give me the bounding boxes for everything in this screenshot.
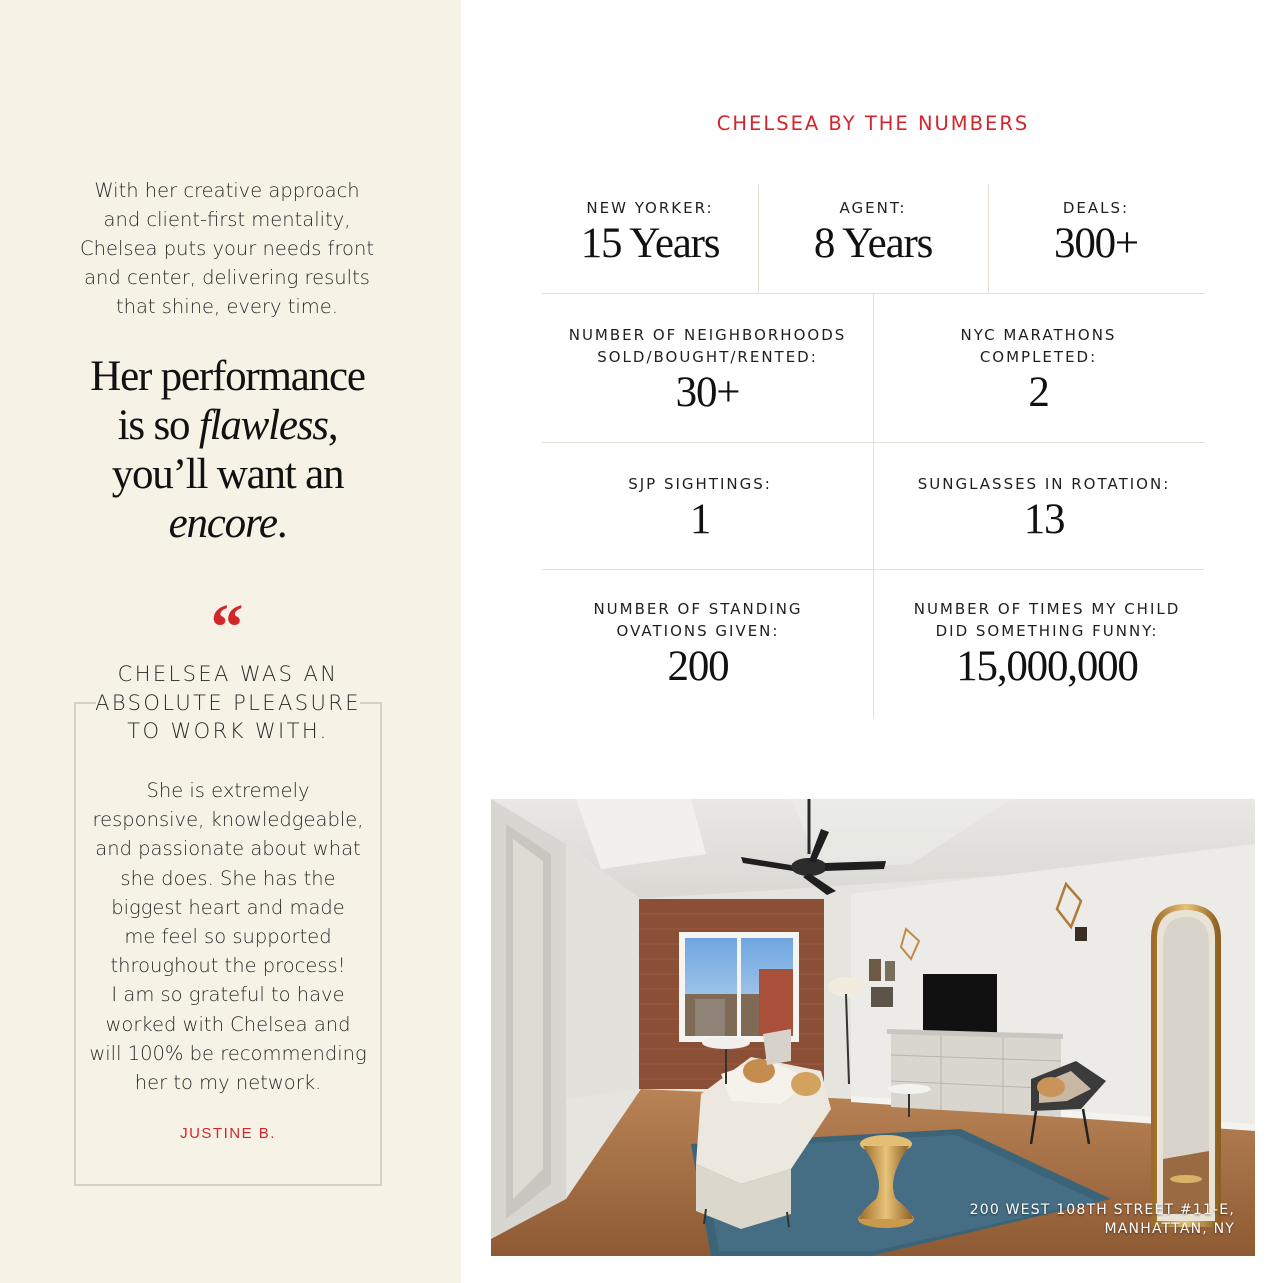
stat-value: 30+ (675, 369, 740, 416)
stat-value: 15,000,000 (956, 643, 1138, 690)
stat-marathons (873, 324, 1204, 417)
stat-label: NUMBER OF TIMES MY CHILD (913, 600, 1181, 618)
headline-line: you’ll want an (111, 451, 344, 498)
stat-agent (758, 197, 988, 268)
intro-line: With her creative approach (94, 179, 360, 202)
testimonial-line: and passionate about what (95, 837, 361, 861)
stat-label: OVATIONS GIVEN: (616, 622, 780, 640)
intro-line: Chelsea puts your needs front (80, 237, 374, 260)
intro-line: and client-first mentality, (103, 208, 351, 231)
intro-text (62, 176, 392, 321)
intro-line: and center, delivering results (84, 266, 370, 289)
intro-line: that shine, every time. (115, 295, 339, 318)
stat-value: 200 (667, 643, 729, 690)
stat-label: NUMBER OF NEIGHBORHOODS (568, 326, 847, 344)
stats-title: CHELSEA BY THE NUMBERS (716, 112, 1030, 135)
photo-caption-line: MANHATTAN, NY (1104, 1221, 1235, 1237)
headline-text: is so (117, 402, 199, 449)
headline-line (40, 401, 415, 450)
testimonial-author: JUSTINE B. (180, 1125, 276, 1142)
testimonial-body (82, 776, 374, 1097)
stat-value: 8 Years (813, 220, 933, 267)
stat-label: DID SOMETHING FUNNY: (935, 622, 1159, 640)
headline-emphasis: flawless (198, 402, 328, 449)
stat-sjp (542, 473, 858, 544)
stat-label: NYC MARATHONS (960, 326, 1117, 344)
testimonial-line: will 100% be recommending (89, 1041, 367, 1065)
stat-sunglasses (873, 473, 1215, 544)
testimonial-line: her to my network. (134, 1071, 322, 1095)
quote-icon: “ (210, 591, 244, 664)
stat-label: SOLD/BOUGHT/RENTED: (597, 348, 818, 366)
stat-label: COMPLETED: (979, 348, 1098, 366)
divider (542, 569, 1204, 570)
testimonial-heading-line: ABSOLUTE PLEASURE (95, 690, 361, 715)
testimonial-line: she does. She has the (120, 866, 336, 890)
testimonial-heading-line: CHELSEA WAS AN (117, 662, 339, 686)
headline-text: . (276, 500, 287, 547)
headline-line: Her performance (90, 353, 365, 400)
stat-value: 1 (689, 496, 711, 543)
stat-label: SUNGLASSES IN ROTATION: (917, 475, 1171, 493)
stat-label: NUMBER OF STANDING (593, 600, 803, 618)
testimonial-line: throughout the process! (110, 954, 346, 978)
stat-value: 300+ (1054, 220, 1138, 267)
stat-value: 13 (1023, 496, 1065, 543)
testimonial-line: responsive, knowledgeable, (92, 808, 364, 832)
photo-caption (970, 1201, 1235, 1239)
photo-caption-line: 200 WEST 108TH STREET #11-E, (969, 1202, 1235, 1218)
divider (758, 184, 759, 293)
stat-label: DEALS: (1062, 199, 1130, 217)
stat-label: NEW YORKER: (586, 199, 714, 217)
headline (40, 352, 415, 548)
stat-new-yorker (542, 197, 758, 268)
headline-line (40, 499, 415, 548)
testimonial-line: biggest heart and made (111, 895, 345, 919)
stat-value: 15 Years (580, 220, 720, 267)
divider (542, 442, 1204, 443)
testimonial-heading-line: TO WORK WITH. (127, 719, 329, 743)
stat-label: SJP SIGHTINGS: (628, 475, 772, 493)
testimonial-line: She is extremely (146, 779, 310, 802)
stats-grid (542, 184, 1204, 718)
headline-text: , (327, 402, 338, 449)
stat-label: AGENT: (839, 199, 907, 217)
testimonial-line: me feel so supported (124, 925, 332, 949)
living-room-illustration (491, 799, 1255, 1256)
stat-value: 2 (1028, 369, 1049, 416)
testimonial-line: worked with Chelsea and (105, 1012, 351, 1036)
stat-funny (873, 598, 1221, 691)
headline-emphasis: encore (168, 500, 277, 547)
divider (988, 184, 989, 293)
apartment-photo (491, 799, 1255, 1256)
stat-neighborhoods (542, 324, 873, 417)
stat-deals (988, 197, 1204, 268)
stat-ovations (542, 598, 854, 691)
testimonial-heading (74, 660, 382, 746)
testimonial-line: I am so grateful to have (111, 983, 345, 1007)
